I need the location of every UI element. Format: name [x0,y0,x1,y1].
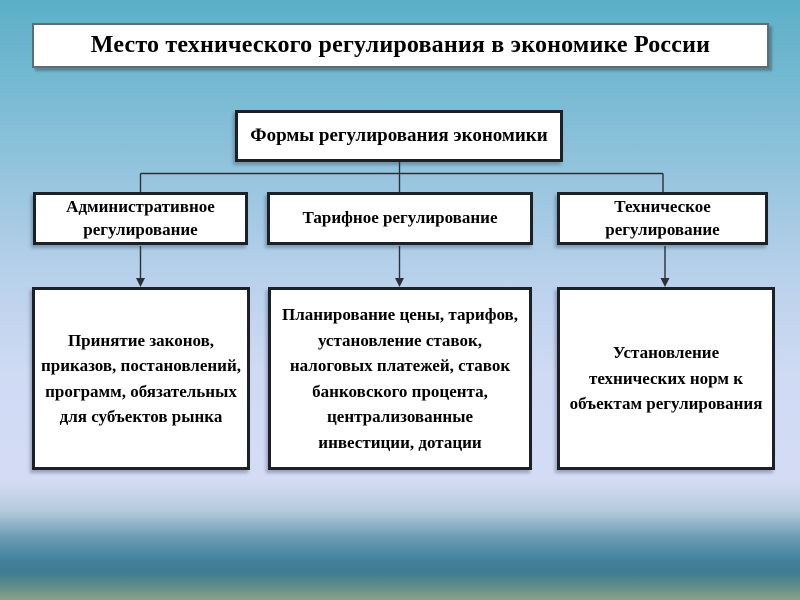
branch-node-administrative [33,192,248,245]
root-node-label: Формы регулирования экономики [250,125,548,146]
detail-node-text: Установление технических норм к объектам регулирования [569,343,763,414]
detail-node-tariff [268,287,532,470]
detail-node-text: Планирование цены, тарифов, установление ставок, налоговых платежей, ставок банковского процента, централизованные инвестиции, дотации [282,305,518,452]
detail-node-technical [557,287,775,470]
branch-node-label: Тарифное регулирование [302,208,498,228]
detail-node-text: Принятие законов, приказов, постановлений, программ, обязательных для субъектов рынка [40,330,241,426]
arrow-down [661,246,670,287]
slide-title-text: Место технического регулирования в экономике России [90,32,711,58]
root-node-forms-of-regulation [235,110,563,162]
arrow-down [395,246,404,287]
branch-node-label: Техническое регулирование [605,196,720,239]
branch-node-technical [557,192,768,245]
branch-node-tariff [267,192,533,245]
arrow-down [136,246,145,287]
detail-node-administrative [32,287,250,470]
branch-node-label: Административное регулирование [66,196,215,239]
slide-title [32,23,769,68]
